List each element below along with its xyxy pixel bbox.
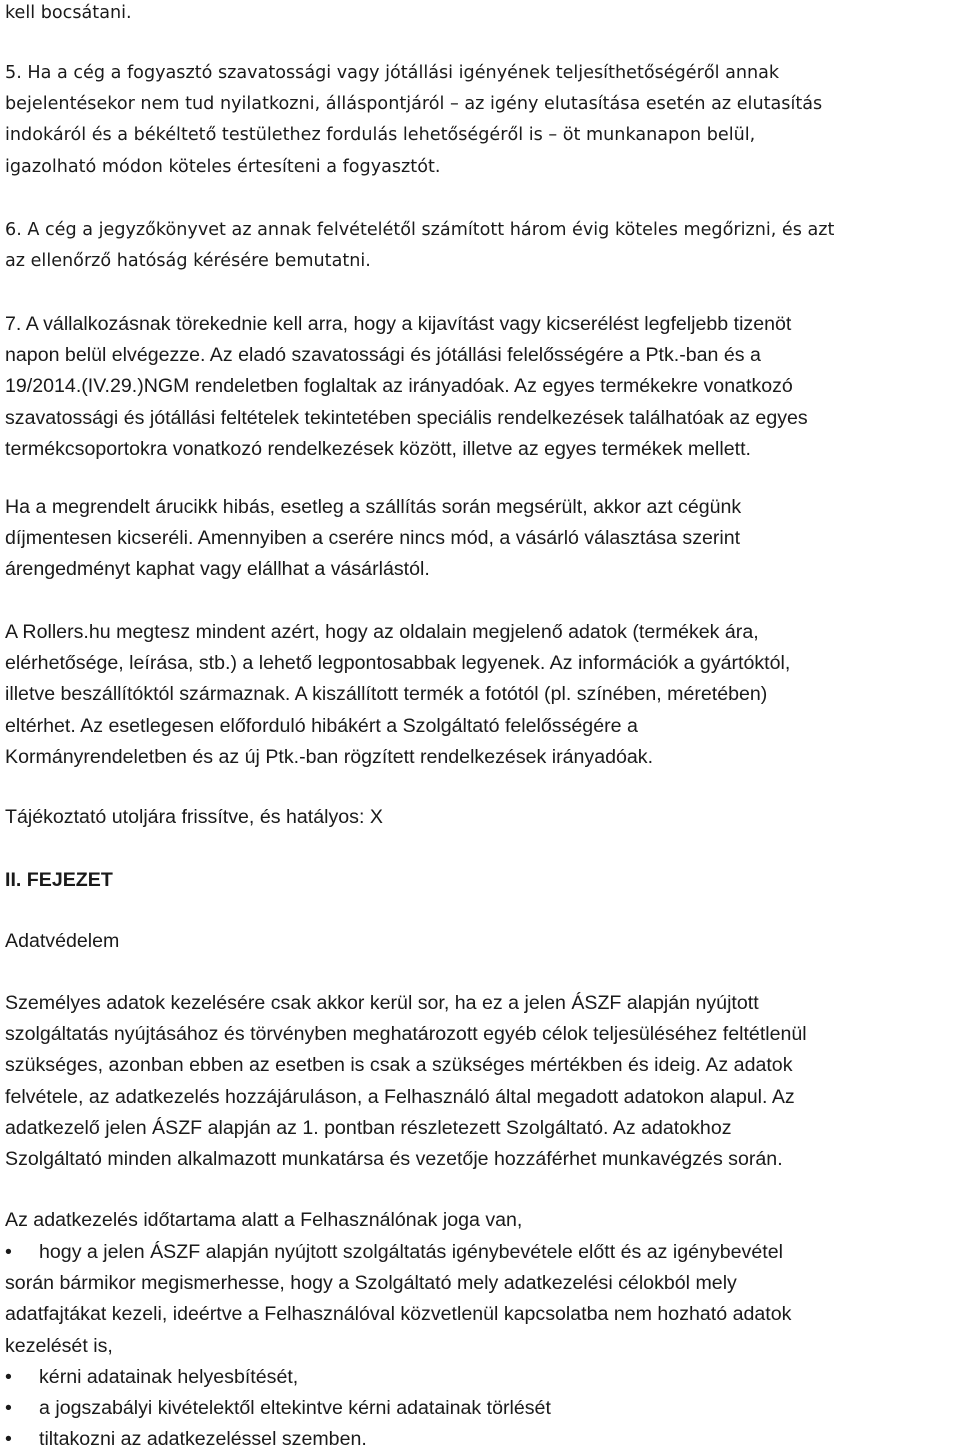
bullet-icon: •	[5, 1241, 12, 1263]
list-item: • tiltakozni az adatkezeléssel szemben.	[5, 1424, 791, 1455]
paragraph-5: 5. Ha a cég a fogyasztó szavatossági vagy jótállási igényének teljesíthetőségéről annak bejelentésekor nem tud nyilatkozni, álláspontjáról – az igény elutasítása esetén az elutasítás indokáról és a békéltető testülethez fordulás lehetőségéről is – öt munkanapon belül, igazolható módon köteles értesíteni a fogyasztót.	[5, 63, 823, 177]
bullet-icon: •	[5, 1428, 12, 1451]
list-item: • hogy a jelen ÁSZF alapján nyújtott szolgáltatás igénybevétele előtt és az igénybevétel	[5, 1237, 791, 1268]
list-item: • kérni adatainak helyesbítését,	[5, 1362, 791, 1393]
paragraph-7: 7. A vállalkozásnak törekednie kell arra, hogy a kijavítást vagy kicserélést legfeljebb tizenöt napon belül elvégezze. Az eladó szavatossági és jótállási felelősségére a Ptk.-ban és a 19/2014.(IV.29.)NGM rendeletben foglaltak az irányadóak. Az egyes termékekre vonatkozó szavatossági és jótállási feltételek tekintetében speciális rendelkezések találhatóak az egyes termékcsoportokra vonatkozó rendelkezések között, illetve az egyes termékek mellett.	[5, 313, 808, 460]
rights-list: • hogy a jelen ÁSZF alapján nyújtott szolgáltatás igénybevétele előtt és az igénybevétel során bármikor megismerhesse, hogy a Szolgáltató mely adatkezelési célokból mely adatfajtákat kezeli, ideértve a Felhasználóval közvetlenül kapcsolatba nem hozható adatok kezelését is, • kérni adatainak helyesbítését, • a jogszabályi kivételektől eltekintve kérni adatainak törlését • tiltakozni az adatkezeléssel szemben.	[5, 1237, 791, 1455]
list-item: • a jogszabályi kivételektől eltekintve kérni adatainak törlését	[5, 1393, 791, 1424]
rights-intro: Az adatkezelés időtartama alatt a Felhasználónak joga van,	[5, 1209, 523, 1231]
section-title: Adatvédelem	[5, 930, 120, 952]
paragraph-damaged-goods: Ha a megrendelt árucikk hibás, esetleg a szállítás során megsérült, akkor azt cégünk díjmentesen kicseréli. Amennyiben a cserére nincs mód, a vásárló választása szerint árengedményt kaphat vagy elállhat a vásárlástól.	[5, 496, 742, 581]
bullet-icon: •	[5, 1365, 12, 1388]
paragraph-data-handling: Személyes adatok kezelésére csak akkor kerül sor, ha ez a jelen ÁSZF alapján nyújtott szolgáltatás nyújtásához és törvényben meghatározott egyéb célok teljesüléséhez feltétlenül szükséges, azonban ebben az esetben is csak a szükséges mértékben és ideig. Az adatok felvétele, az adatkezelés hozzájáruláson, a Felhasználó által megadott adatokon alapul. Az adatkezelő jelen ÁSZF alapján az 1. pontban részletezett Szolgáltató. Az adatokhoz Szolgáltató minden alkalmazott munkatársa és vezetője hozzáférhet munkavégzés során.	[5, 992, 807, 1171]
updated-notice: Tájékoztató utoljára frissítve, és hatályos: X	[5, 806, 383, 828]
continuation-line: kell bocsátani.	[5, 3, 132, 23]
chapter-heading: II. FEJEZET	[5, 869, 113, 891]
paragraph-6: 6. A cég a jegyzőkönyvet az annak felvételétől számított három évig köteles megőrizni, és azt az ellenőrző hatóság kérésére bemutatni.	[5, 220, 835, 272]
paragraph-rollers: A Rollers.hu megtesz mindent azért, hogy az oldalain megjelenő adatok (termékek ára, elérhetősége, leírása, stb.) a lehető legpontosabbak legyenek. Az információk a gyártóktól, illetve beszállítóktól származnak. A kiszállított termék a fotótól (pl. színében, méretében) eltérhet. Az esetlegesen előforduló hibákért a Szolgáltató felelősségére a Kormányrendeletben és az új Ptk.-ban rögzített rendelkezések irányadóak.	[5, 621, 791, 768]
bullet-icon: •	[5, 1397, 12, 1420]
